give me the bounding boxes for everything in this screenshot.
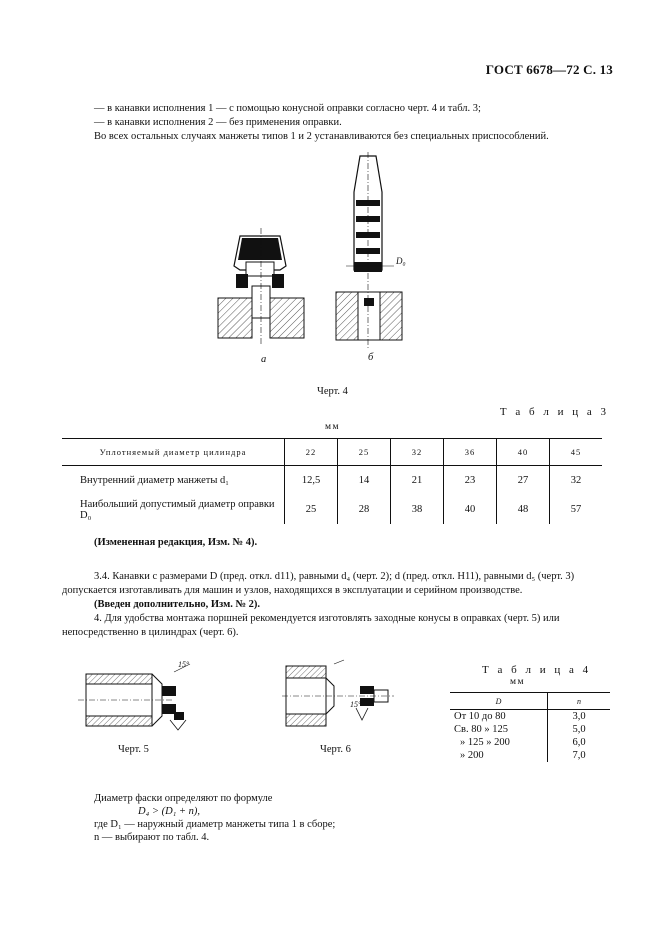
table-3-cell: 40 [444, 495, 497, 524]
table-3-cell: 25 [285, 495, 338, 524]
table-row [450, 749, 610, 762]
table-4-unit: мм [510, 677, 526, 687]
table-3-header-cell: 22 [285, 439, 338, 466]
para-4-line-2: непосредственно в цилиндрах (черт. 6). [62, 627, 239, 638]
table-3-cell: 14 [338, 466, 391, 496]
table-4-range: » 125 » 200 [460, 737, 510, 748]
figure-4b-drawing [336, 152, 426, 352]
table-3-cell: 28 [338, 495, 391, 524]
table-3-header-cell: 36 [444, 439, 497, 466]
table-3-header-label: Уплотняемый диаметр цилиндра [62, 439, 285, 466]
table-4 [450, 692, 610, 762]
intro-line-2: — в канавки исполнения 2 — без применения оправки. [94, 117, 342, 128]
figure-5-angle: 15° [178, 660, 190, 669]
table-3-cell: 27 [497, 466, 550, 496]
table-row [450, 736, 610, 749]
table-row [450, 710, 610, 724]
figure-6-drawing [282, 660, 402, 740]
intro-line-1: — в канавки исполнения 1 — с помощью конусной оправки согласно черт. 4 и табл. 3; [94, 103, 481, 114]
figure-6-angle: 15° [350, 700, 362, 709]
table-3-row-label: Наибольший допустимый диаметр оправки D₀ [80, 498, 275, 521]
figure-5-caption: Черт. 5 [118, 744, 149, 755]
formula-where-2: n — выбирают по табл. 4. [94, 832, 210, 843]
table-4-n: 3,0 [548, 710, 611, 724]
table-3-header-cell: 45 [550, 439, 603, 466]
figure-4-caption: Черт. 4 [317, 386, 348, 397]
table-4-range: От 10 до 80 [454, 711, 506, 722]
intro-line-3: Во всех остальных случаях манжеты типов 1 и 2 устанавливаются без специальных приспособлений. [94, 131, 549, 142]
table-3-header-cell: 25 [338, 439, 391, 466]
table-3 [62, 438, 602, 524]
table-3-cell: 23 [444, 466, 497, 496]
table-4-range: Св. 80 » 125 [454, 724, 508, 735]
table-4-n: 6,0 [548, 736, 611, 749]
table-3-header-cell: 40 [497, 439, 550, 466]
page-header: ГОСТ 6678—72 С. 13 [485, 62, 613, 77]
table-3-title: Т а б л и ц а 3 [499, 406, 609, 418]
amendment-note-4: (Измененная редакция, Изм. № 4). [94, 537, 258, 548]
table-row [62, 466, 602, 496]
para-3-4-line-1: 3.4. Канавки с размерами D (пред. откл. d11), равными d₄ (черт. 2); d (пред. откл. H11), равными d₅ (черт. 3) [94, 571, 575, 582]
table-3-header-cell: 32 [391, 439, 444, 466]
table-4-col-n: n [548, 693, 611, 710]
table-3-row-label: Внутренний диаметр манжеты d₁ [80, 475, 229, 486]
figure-6-caption: Черт. 6 [320, 744, 351, 755]
formula-intro: Диаметр фаски определяют по формуле [94, 793, 273, 804]
table-3-unit: мм [325, 422, 341, 432]
table-row [62, 495, 602, 524]
table-3-cell: 48 [497, 495, 550, 524]
table-3-cell: 32 [550, 466, 603, 496]
table-4-n: 5,0 [548, 723, 611, 736]
table-3-cell: 21 [391, 466, 444, 496]
figure-4a-drawing [218, 228, 308, 348]
table-3-header-row [62, 439, 602, 466]
table-4-header-row [450, 693, 610, 710]
figure-4b-label: б [368, 352, 374, 363]
formula-expression: D₄ > (D₁ + n), [138, 806, 201, 817]
table-4-title: Т а б л и ц а 4 [482, 664, 592, 676]
table-4-range: » 200 [460, 750, 484, 761]
para-4-line-1: 4. Для удобства монтажа поршней рекомендуется изготовлять заходные конусы в оправках (черт. 5) или [94, 613, 560, 624]
figure-5-drawing [78, 660, 228, 740]
figure-4a-label: а [261, 354, 267, 365]
para-3-4-line-2: допускается изготавливать для машин и узлов, находящихся в эксплуатации и серийном производстве. [62, 585, 523, 596]
table-4-col-d: D [450, 693, 548, 710]
formula-where-1: где D₁ — наружный диаметр манжеты типа 1 в сборе; [94, 819, 336, 830]
figure-4b-dimension: D₀ [396, 256, 406, 266]
table-4-n: 7,0 [548, 749, 611, 762]
table-row [450, 723, 610, 736]
table-3-cell: 12,5 [285, 466, 338, 496]
table-3-cell: 57 [550, 495, 603, 524]
table-3-cell: 38 [391, 495, 444, 524]
amendment-note-2: (Введен дополнительно, Изм. № 2). [94, 599, 261, 610]
